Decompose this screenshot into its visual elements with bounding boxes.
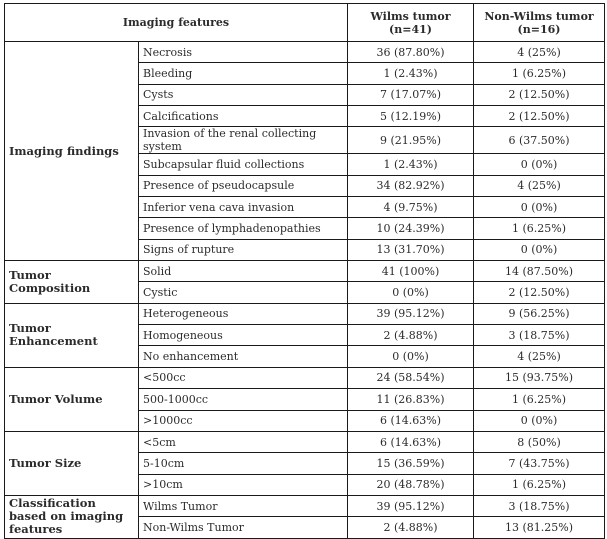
non-wilms-value: 8 (50%) bbox=[474, 431, 605, 452]
feature-name: >1000cc bbox=[139, 410, 348, 431]
non-wilms-value: 0 (0%) bbox=[474, 197, 605, 218]
header-wilms-tumor bbox=[348, 4, 474, 42]
wilms-value: 0 (0%) bbox=[348, 282, 474, 303]
wilms-value: 4 (9.75%) bbox=[348, 197, 474, 218]
wilms-value: 10 (24.39%) bbox=[348, 218, 474, 239]
non-wilms-value: 6 (37.50%) bbox=[474, 127, 605, 154]
non-wilms-value: 13 (81.25%) bbox=[474, 517, 605, 538]
feature-name: Subcapsular fluid collections bbox=[139, 154, 348, 175]
group-label: Tumor Composition bbox=[5, 261, 139, 304]
feature-name: Calcifications bbox=[139, 106, 348, 127]
non-wilms-value: 15 (93.75%) bbox=[474, 367, 605, 388]
non-wilms-value: 9 (56.25%) bbox=[474, 303, 605, 324]
feature-name: Cysts bbox=[139, 84, 348, 105]
table-row bbox=[5, 495, 605, 516]
wilms-value: 0 (0%) bbox=[348, 346, 474, 367]
feature-name: Cystic bbox=[139, 282, 348, 303]
wilms-value: 36 (87.80%) bbox=[348, 42, 474, 63]
header-row bbox=[5, 4, 605, 42]
wilms-value: 20 (48.78%) bbox=[348, 474, 474, 495]
feature-name: <5cm bbox=[139, 431, 348, 452]
wilms-value: 11 (26.83%) bbox=[348, 389, 474, 410]
feature-name: 5-10cm bbox=[139, 453, 348, 474]
table-row bbox=[5, 303, 605, 324]
group-label: Tumor Enhancement bbox=[5, 303, 139, 367]
table-row bbox=[5, 367, 605, 388]
feature-name: Signs of rupture bbox=[139, 239, 348, 260]
wilms-value: 41 (100%) bbox=[348, 261, 474, 282]
non-wilms-value: 3 (18.75%) bbox=[474, 495, 605, 516]
non-wilms-value: 0 (0%) bbox=[474, 410, 605, 431]
feature-name: Inferior vena cava invasion bbox=[139, 197, 348, 218]
non-wilms-value: 3 (18.75%) bbox=[474, 325, 605, 346]
feature-name: No enhancement bbox=[139, 346, 348, 367]
header-imaging-features: Imaging features bbox=[5, 4, 348, 42]
group-label: Tumor Volume bbox=[5, 367, 139, 431]
header-wilms-n: (n=41) bbox=[389, 22, 432, 36]
wilms-value: 9 (21.95%) bbox=[348, 127, 474, 154]
wilms-value: 34 (82.92%) bbox=[348, 175, 474, 196]
wilms-value: 5 (12.19%) bbox=[348, 106, 474, 127]
group-label: Tumor Size bbox=[5, 431, 139, 495]
group-label: Imaging findings bbox=[5, 42, 139, 261]
feature-name: Solid bbox=[139, 261, 348, 282]
table-body bbox=[5, 42, 605, 539]
imaging-features-table bbox=[4, 3, 605, 539]
non-wilms-value: 1 (6.25%) bbox=[474, 218, 605, 239]
feature-name: Wilms Tumor bbox=[139, 495, 348, 516]
feature-name: Homogeneous bbox=[139, 325, 348, 346]
wilms-value: 39 (95.12%) bbox=[348, 303, 474, 324]
feature-name: Bleeding bbox=[139, 63, 348, 84]
feature-name: Necrosis bbox=[139, 42, 348, 63]
wilms-value: 13 (31.70%) bbox=[348, 239, 474, 260]
non-wilms-value: 1 (6.25%) bbox=[474, 389, 605, 410]
feature-name: Presence of lymphadenopathies bbox=[139, 218, 348, 239]
non-wilms-value: 1 (6.25%) bbox=[474, 63, 605, 84]
wilms-value: 24 (58.54%) bbox=[348, 367, 474, 388]
table-row bbox=[5, 261, 605, 282]
feature-name: >10cm bbox=[139, 474, 348, 495]
non-wilms-value: 2 (12.50%) bbox=[474, 84, 605, 105]
non-wilms-value: 1 (6.25%) bbox=[474, 474, 605, 495]
non-wilms-value: 0 (0%) bbox=[474, 239, 605, 260]
non-wilms-value: 0 (0%) bbox=[474, 154, 605, 175]
wilms-value: 2 (4.88%) bbox=[348, 325, 474, 346]
group-label: Classification based on imaging features bbox=[5, 495, 139, 538]
wilms-value: 39 (95.12%) bbox=[348, 495, 474, 516]
table-row bbox=[5, 431, 605, 452]
wilms-value: 6 (14.63%) bbox=[348, 431, 474, 452]
non-wilms-value: 4 (25%) bbox=[474, 175, 605, 196]
header-non-wilms-tumor bbox=[474, 4, 605, 42]
non-wilms-value: 7 (43.75%) bbox=[474, 453, 605, 474]
feature-name: <500cc bbox=[139, 367, 348, 388]
feature-name: Invasion of the renal collecting system bbox=[139, 127, 348, 154]
feature-name: 500-1000cc bbox=[139, 389, 348, 410]
feature-name: Non-Wilms Tumor bbox=[139, 517, 348, 538]
wilms-value: 1 (2.43%) bbox=[348, 63, 474, 84]
non-wilms-value: 2 (12.50%) bbox=[474, 282, 605, 303]
wilms-value: 15 (36.59%) bbox=[348, 453, 474, 474]
feature-name: Heterogeneous bbox=[139, 303, 348, 324]
non-wilms-value: 4 (25%) bbox=[474, 346, 605, 367]
header-nonwilms-label: Non-Wilms tumor bbox=[484, 9, 594, 23]
non-wilms-value: 4 (25%) bbox=[474, 42, 605, 63]
wilms-value: 2 (4.88%) bbox=[348, 517, 474, 538]
table-row bbox=[5, 42, 605, 63]
wilms-value: 7 (17.07%) bbox=[348, 84, 474, 105]
header-nonwilms-n: (n=16) bbox=[517, 22, 561, 36]
header-wilms-label: Wilms tumor bbox=[370, 9, 451, 23]
wilms-value: 1 (2.43%) bbox=[348, 154, 474, 175]
non-wilms-value: 14 (87.50%) bbox=[474, 261, 605, 282]
non-wilms-value: 2 (12.50%) bbox=[474, 106, 605, 127]
wilms-value: 6 (14.63%) bbox=[348, 410, 474, 431]
feature-name: Presence of pseudocapsule bbox=[139, 175, 348, 196]
